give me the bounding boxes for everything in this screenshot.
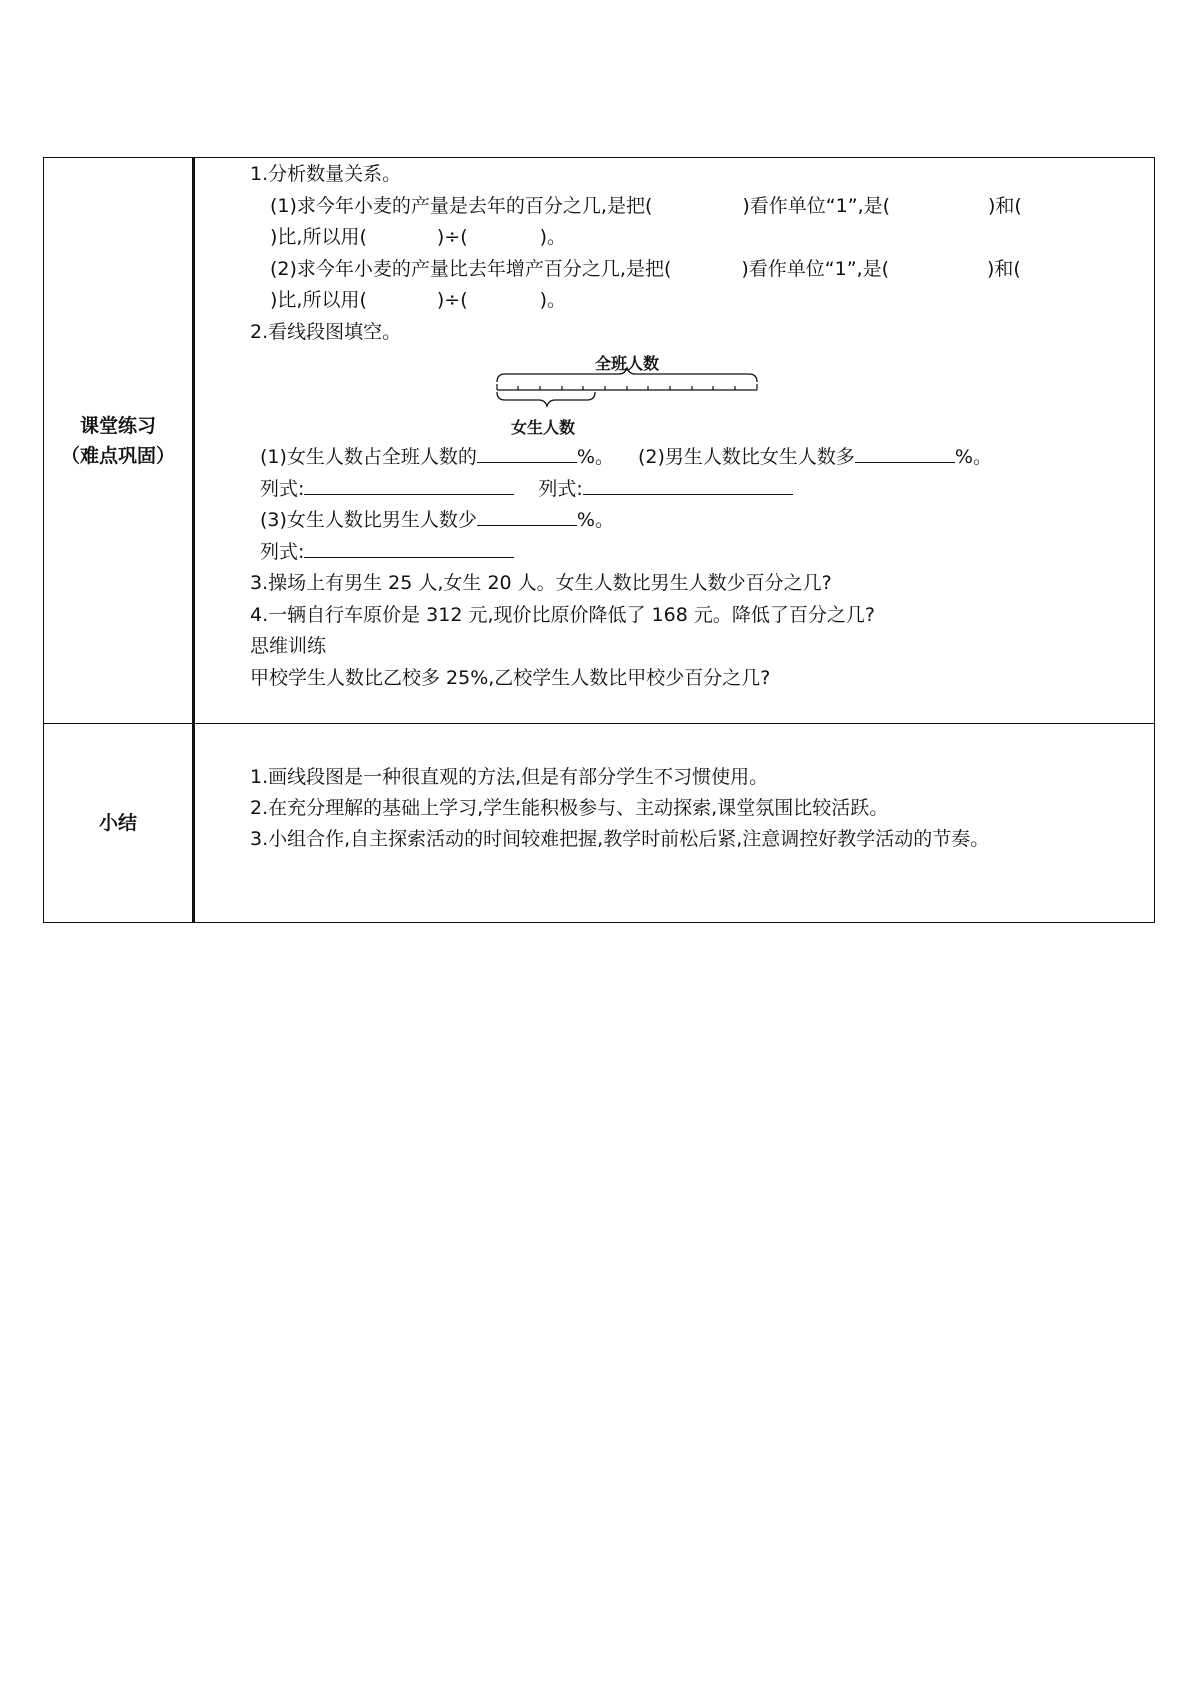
summary-item-3: 3.小组合作,自主探索活动的时间较难把握,教学时前松后紧,注意调控好教学活动的节奏。: [250, 828, 990, 850]
q1-p2-text-c: )和(: [987, 257, 1021, 280]
q1-p1-text-b: )看作单位“1”,是(: [742, 194, 891, 217]
thinking-training-title: 思维训练: [250, 635, 327, 657]
q1-p1-text-d: )比,所以用(: [270, 226, 367, 248]
line-segment-diagram: [495, 348, 795, 442]
practice-label-subtitle: （难点巩固）: [60, 444, 175, 467]
q1-p1-text-e: )÷(: [436, 226, 468, 248]
practice-label-title: 课堂练习: [79, 414, 156, 437]
q1-p2-text-d: )比,所以用(: [270, 289, 367, 311]
q1-p2-text-a: (2)求今年小麦的产量比去年增产百分之几,是把(: [270, 257, 672, 280]
q2-formula-line-3: [250, 537, 1142, 569]
q1-p1-text-a: (1)求今年小麦的产量是去年的百分之几,是把(: [270, 194, 653, 217]
q4-text: 4.一辆自行车原价是 312 元,现价比原价降低了 168 元。降低了百分之几?: [250, 603, 875, 626]
practice-row: [44, 158, 1155, 724]
q2-formula-blank-3[interactable]: [304, 537, 514, 558]
q3-text: 3.操场上有男生 25 人,女生 20 人。女生人数比男生人数少百分之几?: [250, 572, 832, 594]
top-brace: [497, 368, 757, 382]
q1-p2-text-f: )。: [539, 289, 567, 311]
q1-heading: 1.分析数量关系。: [250, 163, 402, 185]
q2-sub1-text: (1)女生人数占全班人数的: [260, 446, 477, 468]
q1-p1-text-c: )和(: [988, 194, 1022, 217]
q2-formula-label-1: 列式:: [260, 477, 305, 500]
summary-label: 小结: [98, 812, 137, 834]
q2-heading: 2.看线段图填空。: [250, 320, 402, 343]
diagram-label-girls: 女生人数: [511, 418, 576, 437]
q1-part2-line2: [250, 285, 1142, 317]
q2-sub2-text: (2)男生人数比女生人数多: [637, 446, 855, 468]
summary-item-2: 2.在充分理解的基础上学习,学生能积极参与、主动探索,课堂氛围比较活跃。: [250, 797, 889, 819]
q2-formula-label-3: 列式:: [260, 540, 305, 563]
q1-p2-text-b: )看作单位“1”,是(: [741, 257, 890, 280]
thinking-training-question: 甲校学生人数比乙校多 25%,乙校学生人数比甲校少百分之几?: [250, 666, 771, 689]
q2-sub1-sub2: [250, 442, 1142, 474]
q2-sub3-pct: %。: [576, 509, 614, 531]
q1-p2-text-e: )÷(: [436, 289, 468, 311]
q2-sub2-blank[interactable]: [855, 442, 955, 463]
q2-sub3-blank[interactable]: [477, 505, 577, 526]
q2-formula-blank-1[interactable]: [304, 474, 514, 495]
summary-content-cell: [194, 724, 1155, 923]
q2-sub1-pct: %。: [576, 446, 614, 468]
q1-part1-line1: [250, 191, 1142, 223]
segment-ticks: [497, 384, 757, 390]
q2-sub3-text: (3)女生人数比男生人数少: [260, 509, 477, 531]
q2-sub2-pct: %。: [954, 446, 992, 468]
summary-label-cell: [44, 724, 194, 923]
q1-part2-line1: [250, 254, 1142, 286]
practice-content-cell: [194, 158, 1155, 724]
bottom-brace: [497, 392, 595, 406]
q2-sub3: [250, 505, 1142, 537]
q1-part1-line2: [250, 222, 1142, 254]
q2-sub1-blank[interactable]: [477, 442, 577, 463]
q2-formula-blank-2[interactable]: [583, 474, 793, 495]
summary-item-1: 1.画线段图是一种很直观的方法,但是有部分学生不习惯使用。: [250, 766, 769, 788]
diagram-label-whole-class: 全班人数: [595, 354, 660, 373]
summary-row: [44, 724, 1155, 923]
q2-formula-line-1: [250, 474, 1142, 506]
lesson-table: [43, 157, 1155, 923]
q2-formula-label-2: 列式:: [538, 477, 583, 500]
practice-label-cell: [44, 158, 194, 724]
q1-p1-text-f: )。: [539, 226, 567, 248]
